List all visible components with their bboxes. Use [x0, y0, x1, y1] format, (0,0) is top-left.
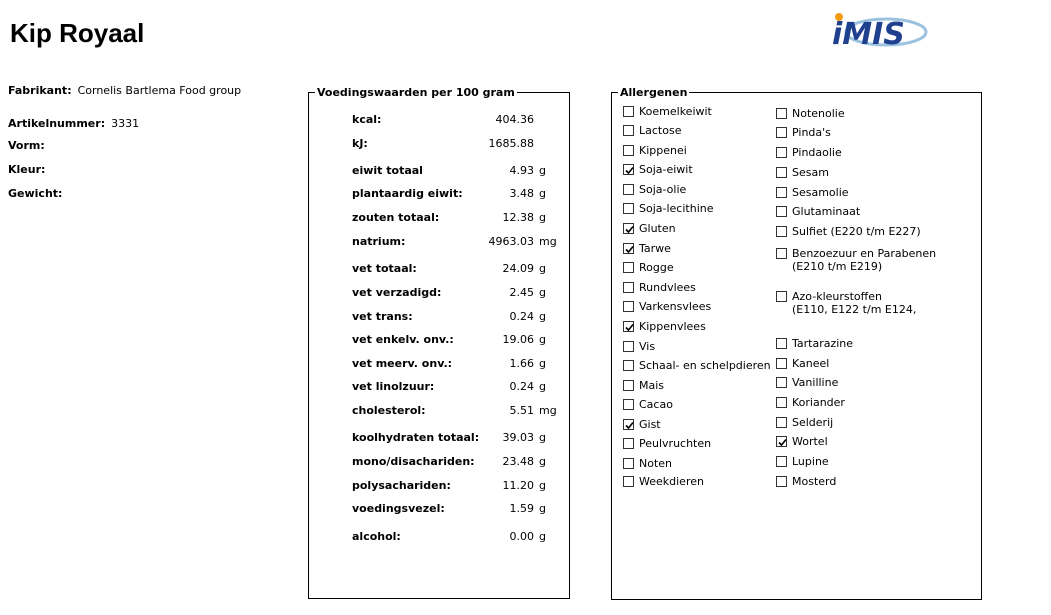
checkbox-unchecked-icon[interactable]	[776, 417, 787, 428]
nutrition-unit: g	[539, 310, 546, 323]
allergen-label-line: Benzoezuur en Parabenen	[792, 247, 937, 260]
checkbox-checked-icon[interactable]	[623, 164, 634, 175]
nutrition-label: vet verzadigd:	[352, 286, 442, 299]
nutrition-unit: g	[539, 262, 546, 275]
allergen-label-line: Notenolie	[792, 107, 845, 120]
info-row	[8, 187, 68, 200]
checkbox-unchecked-icon[interactable]	[776, 167, 787, 178]
nutrition-unit: g	[539, 357, 546, 370]
allergen-label	[639, 340, 655, 353]
nutrition-row	[352, 380, 567, 394]
allergen-label	[639, 379, 664, 392]
allergen-label	[639, 222, 676, 235]
checkbox-unchecked-icon[interactable]	[776, 206, 787, 217]
checkbox-unchecked-icon[interactable]	[623, 438, 634, 449]
checkbox-unchecked-icon[interactable]	[623, 145, 634, 156]
allergen-label	[792, 225, 921, 238]
allergen-label-line: Selderij	[792, 416, 834, 429]
allergen-label	[792, 205, 860, 218]
nutrition-unit: mg	[539, 235, 557, 248]
nutrition-heading: Voedingswaarden per 100 gram	[317, 86, 515, 99]
nutrition-value: 19.06	[502, 333, 534, 346]
nutrition-row	[352, 211, 567, 225]
nutrition-value: 0.24	[509, 310, 534, 323]
checkbox-unchecked-icon[interactable]	[776, 377, 787, 388]
checkbox-unchecked-icon[interactable]	[776, 291, 787, 302]
allergen-label	[639, 261, 674, 274]
allergen-label	[639, 144, 687, 157]
product-title: Kip Royaal	[10, 18, 145, 48]
nutrition-row	[352, 479, 567, 493]
nutrition-label: vet linolzuur:	[352, 380, 435, 393]
nutrition-unit: g	[539, 502, 546, 515]
allergen-label-line: Varkensvlees	[639, 300, 712, 313]
checkbox-unchecked-icon[interactable]	[623, 399, 634, 410]
info-label: Kleur:	[8, 163, 46, 176]
checkbox-unchecked-icon[interactable]	[776, 147, 787, 158]
nutrition-value: 404.36	[495, 113, 534, 126]
allergen-label-line: Weekdieren	[639, 475, 704, 488]
nutrition-value: 39.03	[502, 431, 534, 444]
nutrition-row	[352, 404, 567, 418]
allergen-label-line: Peulvruchten	[639, 437, 712, 450]
allergen-label-line: Schaal- en schelpdieren	[639, 359, 771, 372]
allergen-label	[639, 183, 686, 196]
nutrition-row	[352, 357, 567, 371]
allergen-label-line: (E210 t/m E219)	[792, 260, 883, 273]
allergen-label	[639, 359, 771, 372]
allergen-label	[792, 290, 916, 316]
checkbox-unchecked-icon[interactable]	[623, 301, 634, 312]
nutrition-label: vet trans:	[352, 310, 413, 323]
checkbox-unchecked-icon[interactable]	[776, 226, 787, 237]
checkbox-unchecked-icon[interactable]	[623, 360, 634, 371]
nutrition-unit: g	[539, 286, 546, 299]
allergen-label	[792, 126, 831, 139]
allergen-label-line: Rundvlees	[639, 281, 696, 294]
nutrition-unit: g	[539, 333, 546, 346]
allergen-label-line: (E110, E122 t/m E124,	[792, 303, 917, 316]
nutrition-label: vet meerv. onv.:	[352, 357, 453, 370]
allergen-label-line: Tarwe	[639, 242, 671, 255]
checkbox-unchecked-icon[interactable]	[623, 203, 634, 214]
allergen-label-line: Lupine	[792, 455, 829, 468]
allergen-label	[639, 437, 711, 450]
nutrition-value: 24.09	[502, 262, 534, 275]
allergen-label-line: Gluten	[639, 222, 676, 235]
nutrition-label: cholesterol:	[352, 404, 426, 417]
nutrition-unit: g	[539, 211, 546, 224]
nutrition-row	[352, 431, 567, 445]
nutrition-label: voedingsvezel:	[352, 502, 445, 515]
allergen-label-line: Rogge	[639, 261, 674, 274]
allergen-label	[639, 242, 671, 255]
checkbox-unchecked-icon[interactable]	[623, 106, 634, 117]
nutrition-label: alcohol:	[352, 530, 401, 543]
checkbox-unchecked-icon[interactable]	[623, 184, 634, 195]
nutrition-label: vet enkelv. onv.:	[352, 333, 454, 346]
allergen-label-line: Vis	[639, 340, 656, 353]
checkbox-unchecked-icon[interactable]	[776, 248, 787, 259]
info-label: Gewicht:	[8, 187, 63, 200]
allergen-label	[792, 396, 845, 409]
nutrition-unit: g	[539, 187, 546, 200]
allergen-label-line: Azo-kleurstoffen	[792, 290, 882, 303]
nutrition-label: vet totaal:	[352, 262, 417, 275]
allergen-label	[639, 124, 681, 137]
nutrition-value: 11.20	[502, 479, 534, 492]
nutrition-row	[352, 235, 567, 249]
allergen-label-line: Sesamolie	[792, 186, 849, 199]
nutrition-label: natrium:	[352, 235, 406, 248]
allergen-label	[639, 281, 696, 294]
allergen-label-line: Soja-olie	[639, 183, 687, 196]
checkbox-checked-icon[interactable]	[623, 419, 634, 430]
nutrition-label: koolhydraten totaal:	[352, 431, 480, 444]
nutrition-label: kJ:	[352, 137, 368, 150]
allergen-label	[792, 376, 838, 389]
allergen-label	[639, 457, 672, 470]
allergen-label	[792, 435, 828, 448]
info-row	[8, 84, 241, 97]
allergen-label-line: Tartarazine	[792, 337, 854, 350]
allergen-label	[792, 247, 936, 273]
nutrition-value: 3.48	[509, 187, 534, 200]
allergen-label	[792, 186, 849, 199]
allergen-label	[639, 320, 706, 333]
allergen-label-line: Pindaolie	[792, 146, 842, 159]
allergen-label	[792, 416, 833, 429]
checkbox-checked-icon[interactable]	[623, 223, 634, 234]
allergens-panel	[611, 86, 982, 600]
nutrition-row	[352, 262, 567, 276]
allergen-label	[792, 475, 836, 488]
nutrition-row	[352, 137, 567, 151]
checkbox-unchecked-icon[interactable]	[623, 380, 634, 391]
nutrition-unit: g	[539, 380, 546, 393]
checkbox-unchecked-icon[interactable]	[776, 358, 787, 369]
allergen-label-line: Gist	[639, 418, 661, 431]
nutrition-value: 0.24	[509, 380, 534, 393]
allergen-label	[639, 398, 673, 411]
nutrition-row	[352, 310, 567, 324]
checkbox-unchecked-icon[interactable]	[776, 397, 787, 408]
allergen-label-line: Lactose	[639, 124, 682, 137]
nutrition-row	[352, 455, 567, 469]
checkbox-unchecked-icon[interactable]	[623, 341, 634, 352]
allergen-label-line: Koriander	[792, 396, 845, 409]
allergen-label	[792, 357, 829, 370]
allergen-label-line: Wortel	[792, 435, 828, 448]
checkbox-checked-icon[interactable]	[623, 243, 634, 254]
allergen-label	[639, 163, 693, 176]
allergens-heading: Allergenen	[620, 86, 688, 99]
allergen-label-line: Kippenvlees	[639, 320, 706, 333]
nutrition-value: 1.66	[509, 357, 534, 370]
allergen-label	[639, 418, 661, 431]
allergen-label-line: Soja-eiwit	[639, 163, 693, 176]
checkbox-unchecked-icon[interactable]	[776, 476, 787, 487]
allergen-label	[792, 166, 829, 179]
nutrition-row	[352, 187, 567, 201]
checkbox-unchecked-icon[interactable]	[776, 127, 787, 138]
nutrition-value: 4.93	[509, 164, 534, 177]
nutrition-label: kcal:	[352, 113, 382, 126]
nutrition-value: 1685.88	[488, 137, 534, 150]
nutrition-label: mono/disachariden:	[352, 455, 475, 468]
nutrition-value: 5.51	[509, 404, 534, 417]
allergen-label	[792, 107, 845, 120]
nutrition-row	[352, 502, 567, 516]
allergen-label-line: Mais	[639, 379, 665, 392]
nutrition-row	[352, 164, 567, 178]
nutrition-panel	[308, 86, 570, 599]
checkbox-checked-icon[interactable]	[623, 321, 634, 332]
allergen-label	[792, 455, 829, 468]
allergen-label	[639, 105, 712, 118]
nutrition-label: plantaardig eiwit:	[352, 187, 463, 200]
checkbox-unchecked-icon[interactable]	[623, 125, 634, 136]
allergen-label-line: Koemelkeiwit	[639, 105, 712, 118]
nutrition-label: polysachariden:	[352, 479, 451, 492]
info-value: 3331	[111, 117, 140, 130]
nutrition-row	[352, 333, 567, 347]
info-row	[8, 139, 51, 152]
checkbox-checked-icon[interactable]	[776, 436, 787, 447]
nutrition-value: 4963.03	[488, 235, 534, 248]
allergen-label-line: Noten	[639, 457, 673, 470]
allergen-label-line: Glutaminaat	[792, 205, 861, 218]
checkbox-unchecked-icon[interactable]	[623, 262, 634, 273]
allergen-label	[639, 202, 714, 215]
info-label: Fabrikant:	[8, 84, 72, 97]
allergen-label	[792, 146, 842, 159]
allergen-label-line: Vanilline	[792, 376, 839, 389]
checkbox-unchecked-icon[interactable]	[776, 108, 787, 119]
info-label: Artikelnummer:	[8, 117, 106, 130]
allergen-label-line: Sulfiet (E220 t/m E227)	[792, 225, 921, 238]
logo-text: iMIS	[832, 17, 905, 50]
nutrition-row	[352, 113, 567, 127]
info-row	[8, 117, 139, 130]
info-label: Vorm:	[8, 139, 45, 152]
allergen-label-line: Mosterd	[792, 475, 837, 488]
nutrition-value: 12.38	[502, 211, 534, 224]
allergen-label-line: Pinda's	[792, 126, 831, 139]
info-row	[8, 163, 51, 176]
nutrition-value: 0.00	[509, 530, 534, 543]
checkbox-unchecked-icon[interactable]	[623, 476, 634, 487]
nutrition-unit: g	[539, 455, 546, 468]
allergen-label	[639, 475, 704, 488]
nutrition-unit: mg	[539, 404, 557, 417]
allergen-label	[792, 337, 853, 350]
allergen-label-line: Kaneel	[792, 357, 830, 370]
nutrition-label: zouten totaal:	[352, 211, 440, 224]
nutrition-value: 2.45	[509, 286, 534, 299]
checkbox-unchecked-icon[interactable]	[776, 456, 787, 467]
nutrition-unit: g	[539, 164, 546, 177]
allergen-label	[639, 300, 711, 313]
checkbox-unchecked-icon[interactable]	[623, 282, 634, 293]
allergen-label-line: Kippenei	[639, 144, 687, 157]
nutrition-unit: g	[539, 479, 546, 492]
nutrition-value: 1.59	[509, 502, 534, 515]
allergen-label-line: Sesam	[792, 166, 829, 179]
info-value: Cornelis Bartlema Food group	[77, 84, 242, 97]
nutrition-unit: g	[539, 530, 546, 543]
nutrition-value: 23.48	[502, 455, 534, 468]
checkbox-unchecked-icon[interactable]	[776, 187, 787, 198]
nutrition-label: eiwit totaal	[352, 164, 423, 177]
nutrition-unit: g	[539, 431, 546, 444]
imis-logo	[830, 8, 930, 50]
nutrition-row	[352, 530, 567, 544]
checkbox-unchecked-icon[interactable]	[776, 338, 787, 349]
checkbox-unchecked-icon[interactable]	[623, 458, 634, 469]
nutrition-row	[352, 286, 567, 300]
allergen-label-line: Soja-lecithine	[639, 202, 714, 215]
allergen-label-line: Cacao	[639, 398, 673, 411]
